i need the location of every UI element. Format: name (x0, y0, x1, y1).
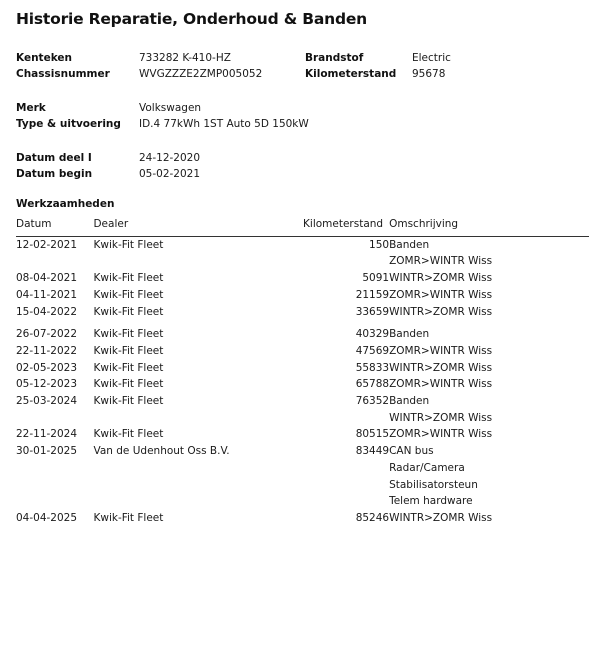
cell-kilometerstand: 76352 (355, 395, 390, 408)
spec-row-type (16, 116, 589, 132)
cell-omschrijving: Banden (389, 238, 430, 251)
table-body (16, 236, 589, 526)
cell-kilometerstand: 65788 (355, 378, 390, 391)
merk-label: Merk (16, 102, 46, 114)
cell-kilometerstand: 33659 (355, 305, 390, 318)
datum-deel-1-value: 24-12-2020 (139, 152, 201, 164)
cell-datum (16, 460, 93, 477)
cell-kilometerstand (288, 460, 390, 477)
table-row (16, 426, 589, 443)
cell-datum (16, 493, 93, 510)
cell-kilometerstand: 83449 (355, 445, 390, 458)
cell-dealer: Kwik-Fit Fleet (93, 305, 164, 318)
datum-deel-1-label: Datum deel I (16, 152, 92, 164)
vehicle-model-block (16, 100, 589, 132)
cell-datum: 22-11-2022 (16, 344, 78, 357)
cell-kilometerstand: 85246 (355, 511, 390, 524)
cell-omschrijving: CAN bus (389, 445, 434, 458)
table-header (16, 216, 589, 236)
kilometerstand-label: Kilometerstand (305, 68, 397, 80)
cell-omschrijving: Radar/Camera (389, 461, 465, 474)
cell-omschrijving: ZOMR>WINTR Wiss (389, 288, 493, 301)
cell-kilometerstand: 40329 (355, 328, 390, 341)
cell-kilometerstand (288, 493, 390, 510)
table-row (16, 343, 589, 360)
cell-datum (16, 477, 93, 494)
cell-dealer (93, 477, 287, 494)
cell-kilometerstand (288, 253, 390, 270)
spec-row-chassisnummer (16, 66, 589, 82)
chassisnummer-value: WVGZZZE2ZMP005052 (139, 68, 263, 80)
table-row (16, 443, 589, 460)
cell-omschrijving: Banden (389, 395, 430, 408)
cell-dealer: Kwik-Fit Fleet (93, 395, 164, 408)
cell-dealer (93, 253, 287, 270)
cell-datum: 04-11-2021 (16, 288, 78, 301)
table-row (16, 320, 589, 343)
column-header-dealer: Dealer (93, 216, 287, 236)
cell-datum (16, 253, 93, 270)
type-uitvoering-value: ID.4 77kWh 1ST Auto 5D 150kW (139, 118, 309, 130)
cell-dealer (93, 493, 287, 510)
cell-dealer: Kwik-Fit Fleet (93, 344, 164, 357)
spec-row-merk (16, 100, 589, 116)
cell-omschrijving: WINTR>ZOMR Wiss (389, 361, 493, 374)
table-row (16, 493, 589, 510)
kenteken-value: 733282 K-410-HZ (139, 52, 231, 64)
table-row (16, 477, 589, 494)
table-row (16, 236, 589, 253)
cell-kilometerstand: 47569 (355, 344, 390, 357)
vehicle-dates-block (16, 150, 589, 182)
cell-dealer: Van de Udenhout Oss B.V. (93, 445, 230, 458)
cell-kilometerstand: 55833 (355, 361, 390, 374)
type-uitvoering-label: Type & uitvoering (16, 118, 121, 130)
cell-omschrijving: WINTR>ZOMR Wiss (389, 305, 493, 318)
page-title: Historie Reparatie, Onderhoud & Banden (16, 10, 367, 28)
brandstof-label: Brandstof (305, 52, 364, 64)
table-row (16, 460, 589, 477)
cell-omschrijving: WINTR>ZOMR Wiss (389, 511, 493, 524)
cell-omschrijving: ZOMR>WINTR Wiss (389, 378, 493, 391)
cell-kilometerstand: 80515 (355, 428, 390, 441)
cell-datum: 26-07-2022 (16, 328, 78, 341)
datum-begin-value: 05-02-2021 (139, 168, 201, 180)
cell-kilometerstand: 5091 (362, 272, 390, 285)
cell-dealer: Kwik-Fit Fleet (93, 511, 164, 524)
werkzaamheden-table (16, 216, 589, 527)
column-header-omschrijving: Omschrijving (389, 216, 589, 236)
cell-kilometerstand: 150 (369, 238, 390, 251)
column-header-datum: Datum (16, 216, 93, 236)
kilometerstand-value: 95678 (412, 68, 446, 80)
table-row (16, 270, 589, 287)
cell-kilometerstand (288, 477, 390, 494)
spec-row-datum-begin (16, 166, 589, 182)
cell-datum: 08-04-2021 (16, 272, 78, 285)
cell-omschrijving: Telem hardware (389, 495, 473, 508)
cell-omschrijving: Banden (389, 328, 430, 341)
brandstof-value: Electric (412, 52, 451, 64)
spec-row-datum-deel-1 (16, 150, 589, 166)
table-row (16, 253, 589, 270)
table-row (16, 393, 589, 410)
table-row (16, 360, 589, 377)
cell-dealer: Kwik-Fit Fleet (93, 238, 164, 251)
table-row (16, 410, 589, 427)
cell-dealer: Kwik-Fit Fleet (93, 361, 164, 374)
cell-omschrijving: Stabilisatorsteun (389, 478, 478, 491)
vehicle-identity-block (16, 50, 589, 82)
table-row (16, 376, 589, 393)
cell-omschrijving: ZOMR>WINTR Wiss (389, 255, 493, 268)
cell-dealer (93, 460, 287, 477)
table-row (16, 304, 589, 321)
cell-datum: 12-02-2021 (16, 238, 78, 251)
cell-datum: 15-04-2022 (16, 305, 78, 318)
cell-datum: 30-01-2025 (16, 445, 78, 458)
spec-row-kenteken (16, 50, 589, 66)
cell-datum: 04-04-2025 (16, 511, 78, 524)
cell-dealer: Kwik-Fit Fleet (93, 328, 164, 341)
cell-kilometerstand: 21159 (355, 288, 390, 301)
cell-datum: 02-05-2023 (16, 361, 78, 374)
cell-dealer: Kwik-Fit Fleet (93, 428, 164, 441)
table-row (16, 510, 589, 527)
cell-dealer (93, 410, 287, 427)
cell-omschrijving: ZOMR>WINTR Wiss (389, 428, 493, 441)
cell-dealer: Kwik-Fit Fleet (93, 272, 164, 285)
cell-omschrijving: ZOMR>WINTR Wiss (389, 344, 493, 357)
table-row (16, 287, 589, 304)
cell-dealer: Kwik-Fit Fleet (93, 378, 164, 391)
cell-datum: 22-11-2024 (16, 428, 78, 441)
merk-value: Volkswagen (139, 102, 202, 114)
datum-begin-label: Datum begin (16, 168, 93, 180)
chassisnummer-label: Chassisnummer (16, 68, 110, 80)
cell-omschrijving: WINTR>ZOMR Wiss (389, 411, 493, 424)
cell-kilometerstand (288, 410, 390, 427)
cell-datum (16, 410, 93, 427)
column-header-kilometerstand: Kilometerstand (288, 216, 390, 236)
table-header-row (16, 216, 589, 236)
cell-dealer: Kwik-Fit Fleet (93, 288, 164, 301)
cell-datum: 05-12-2023 (16, 378, 78, 391)
cell-omschrijving: WINTR>ZOMR Wiss (389, 272, 493, 285)
werkzaamheden-heading: Werkzaamheden (16, 198, 115, 210)
kenteken-label: Kenteken (16, 52, 72, 64)
cell-datum: 25-03-2024 (16, 395, 78, 408)
